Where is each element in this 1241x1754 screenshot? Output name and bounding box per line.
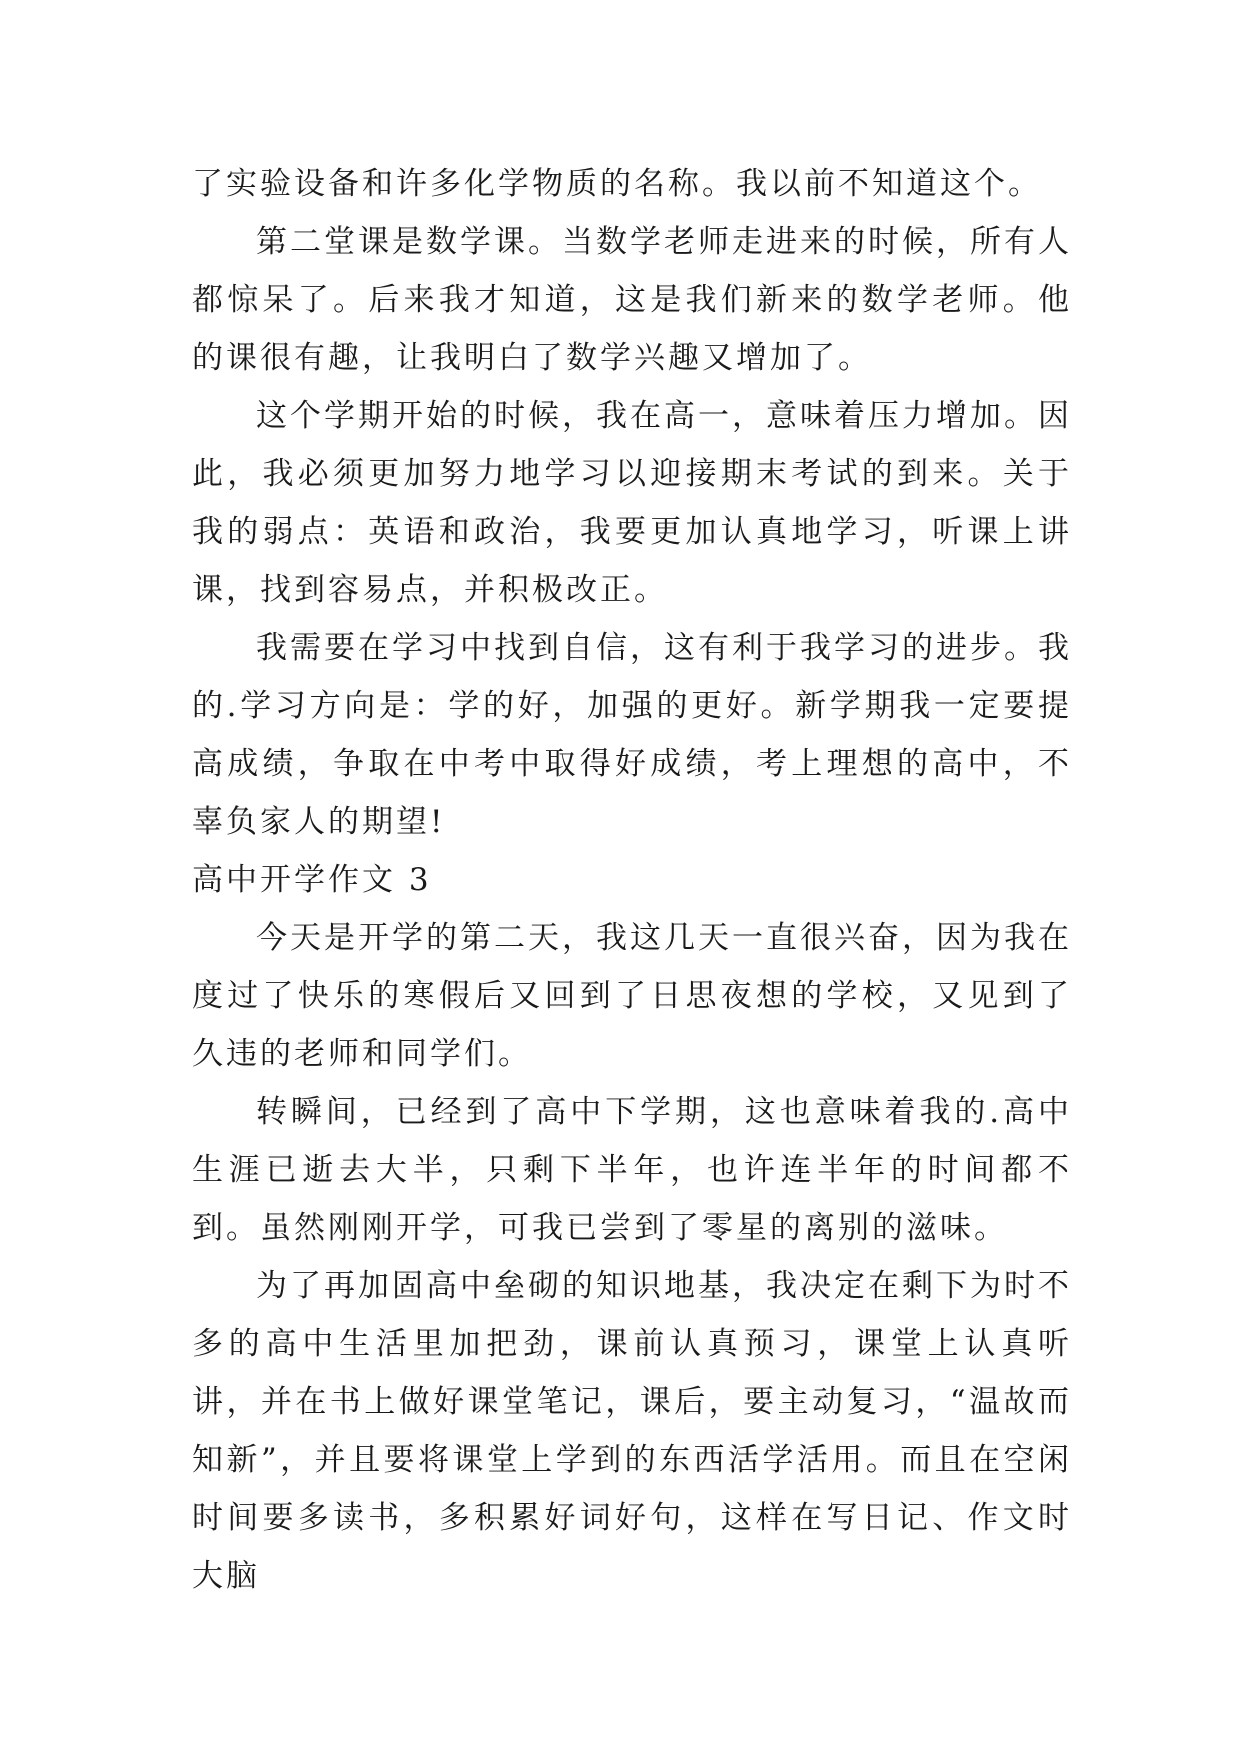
paragraph-continuation: 了实验设备和许多化学物质的名称。我以前不知道这个。	[192, 166, 1042, 202]
paragraph-study-plan: 为了再加固高中垒砌的知识地基，我决定在剩下为时不多的高中生活里加把劲，课前认真预习，课堂上认真听讲，并在书上做好课堂笔记，课后，要主动复习，“温故而知新”，并且要将课堂上学到的东西活学活用。而且在空闲时间要多读书，多积累好词好句，这样在写日记、作文时大脑	[192, 1268, 1072, 1594]
section-title: 高中开学作文 3	[192, 862, 432, 898]
paragraph-math-class: 第二堂课是数学课。当数学老师走进来的时候，所有人都惊呆了。后来我才知道，这是我们新来的数学老师。他的课很有趣，让我明白了数学兴趣又增加了。	[192, 224, 1072, 376]
paragraph-second-semester: 转瞬间，已经到了高中下学期，这也意味着我的.高中生涯已逝去大半，只剩下半年，也许连半年的时间都不到。虽然刚刚开学，可我已尝到了零星的离别的滋味。	[192, 1094, 1072, 1246]
paragraph-second-day: 今天是开学的第二天，我这几天一直很兴奋，因为我在度过了快乐的寒假后又回到了日思夜想的学校，又见到了久违的老师和同学们。	[192, 920, 1072, 1072]
paragraph-semester-start: 这个学期开始的时候，我在高一，意味着压力增加。因此，我必须更加努力地学习以迎接期末考试的到来。关于我的弱点：英语和政治，我要更加认真地学习，听课上讲课，找到容易点，并积极改正。	[192, 398, 1072, 608]
paragraph-confidence: 我需要在学习中找到自信，这有利于我学习的进步。我的.学习方向是：学的好，加强的更好。新学期我一定要提高成绩，争取在中考中取得好成绩，考上理想的高中，不辜负家人的期望!	[192, 630, 1072, 840]
document-body	[192, 155, 1072, 1605]
